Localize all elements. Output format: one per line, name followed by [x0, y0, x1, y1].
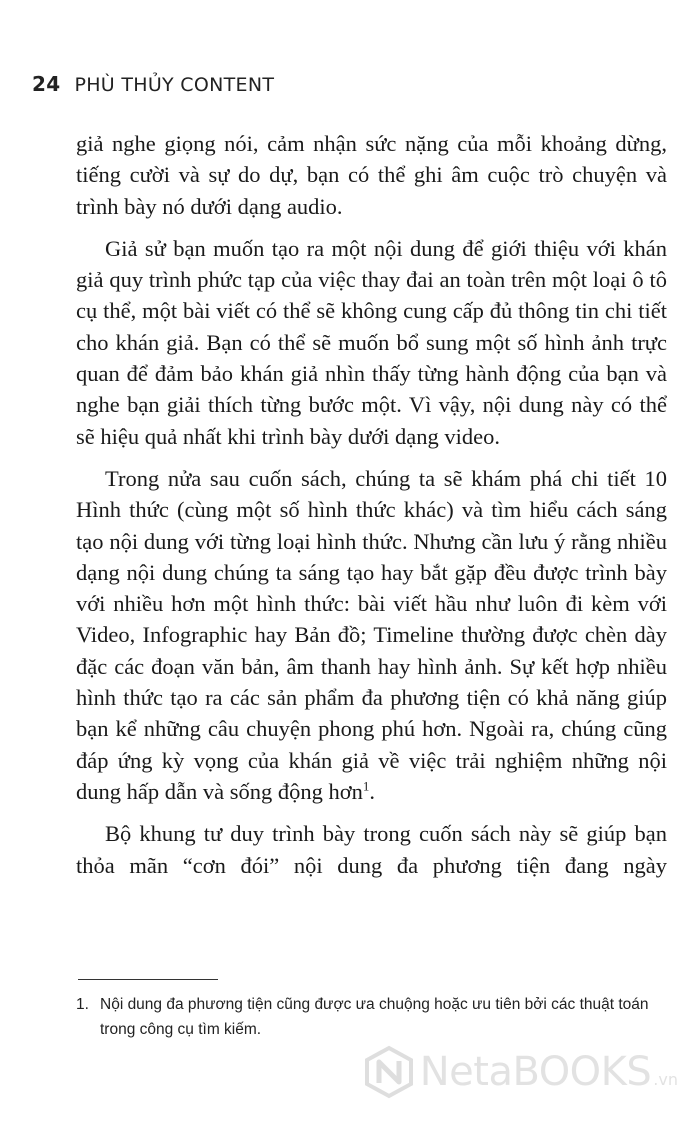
watermark-suffix: .vn	[653, 1070, 678, 1089]
footnote-reference[interactable]: 1	[362, 778, 370, 794]
paragraph-end: .	[369, 778, 375, 804]
book-title: PHÙ THỦY CONTENT	[74, 74, 275, 96]
footnote	[76, 992, 666, 1042]
paragraph	[76, 463, 667, 807]
paragraph: Giả sử bạn muốn tạo ra một nội dung để giới thiệu với khán giả quy trình phức tạp của việc thay đai an toàn trên một loại ô tô cụ thể, một bài viết có thể sẽ không cung cấp đủ thông tin chi tiết cho khán giả. Bạn có thể sẽ muốn bổ sung một số hình ảnh trực quan để đảm bảo khán giả nhìn thấy từng hành động của bạn và nghe bạn giải thích từng bước một. Vì vậy, nội dung này có thể sẽ hiệu quả nhất khi trình bày dưới dạng video.	[76, 235, 667, 449]
footnote-text: Nội dung đa phương tiện cũng được ưa chuộng hoặc ưu tiên bởi các thuật toán trong công cụ tìm kiếm.	[100, 996, 649, 1038]
paragraph: Bộ khung tư duy trình bày trong cuốn sách này sẽ giúp bạn thỏa mãn “cơn đói” nội dung đa phương tiện đang ngày	[76, 821, 667, 878]
footnote-number: 1.	[76, 996, 89, 1013]
running-header	[32, 72, 274, 96]
paragraph-continued: giả nghe giọng nói, cảm nhận sức nặng của mỗi khoảng dừng, tiếng cười và sự do dự, bạn có thể ghi âm cuộc trò chuyện và trình bày nó dưới dạng audio.	[76, 131, 667, 219]
footnote-divider	[78, 979, 218, 980]
watermark-brand: NetaBOOKS	[419, 1049, 652, 1095]
paragraph-text: Trong nửa sau cuốn sách, chúng ta sẽ khám phá chi tiết 10 Hình thức (cùng một số hình thức khác) và tìm hiểu cách sáng tạo nội dung với từng loại hình thức. Nhưng cần lưu ý rằng nhiều dạng nội dung chúng ta sáng tạo hay bắt gặp đều được trình bày với nhiều hơn một hình thức: bài viết hầu như luôn đi kèm với Video, Infographic hay Bản đồ; Timeline thường được chèn dày đặc các đoạn văn bản, âm thanh hay hình ảnh. Sự kết hợp nhiều hình thức tạo ra các sản phẩm đa phương tiện có khả năng giúp bạn kể những câu chuyện phong phú hơn. Ngoài ra, chúng cũng đáp ứng kỳ vọng của khán giả về việc trải nghiệm những nội dung hấp dẫn và sống động hơn	[76, 465, 667, 804]
netabooks-logo-icon	[362, 1045, 416, 1099]
watermark	[362, 1045, 678, 1099]
page-number: 24	[32, 72, 61, 96]
body-text	[76, 128, 667, 892]
